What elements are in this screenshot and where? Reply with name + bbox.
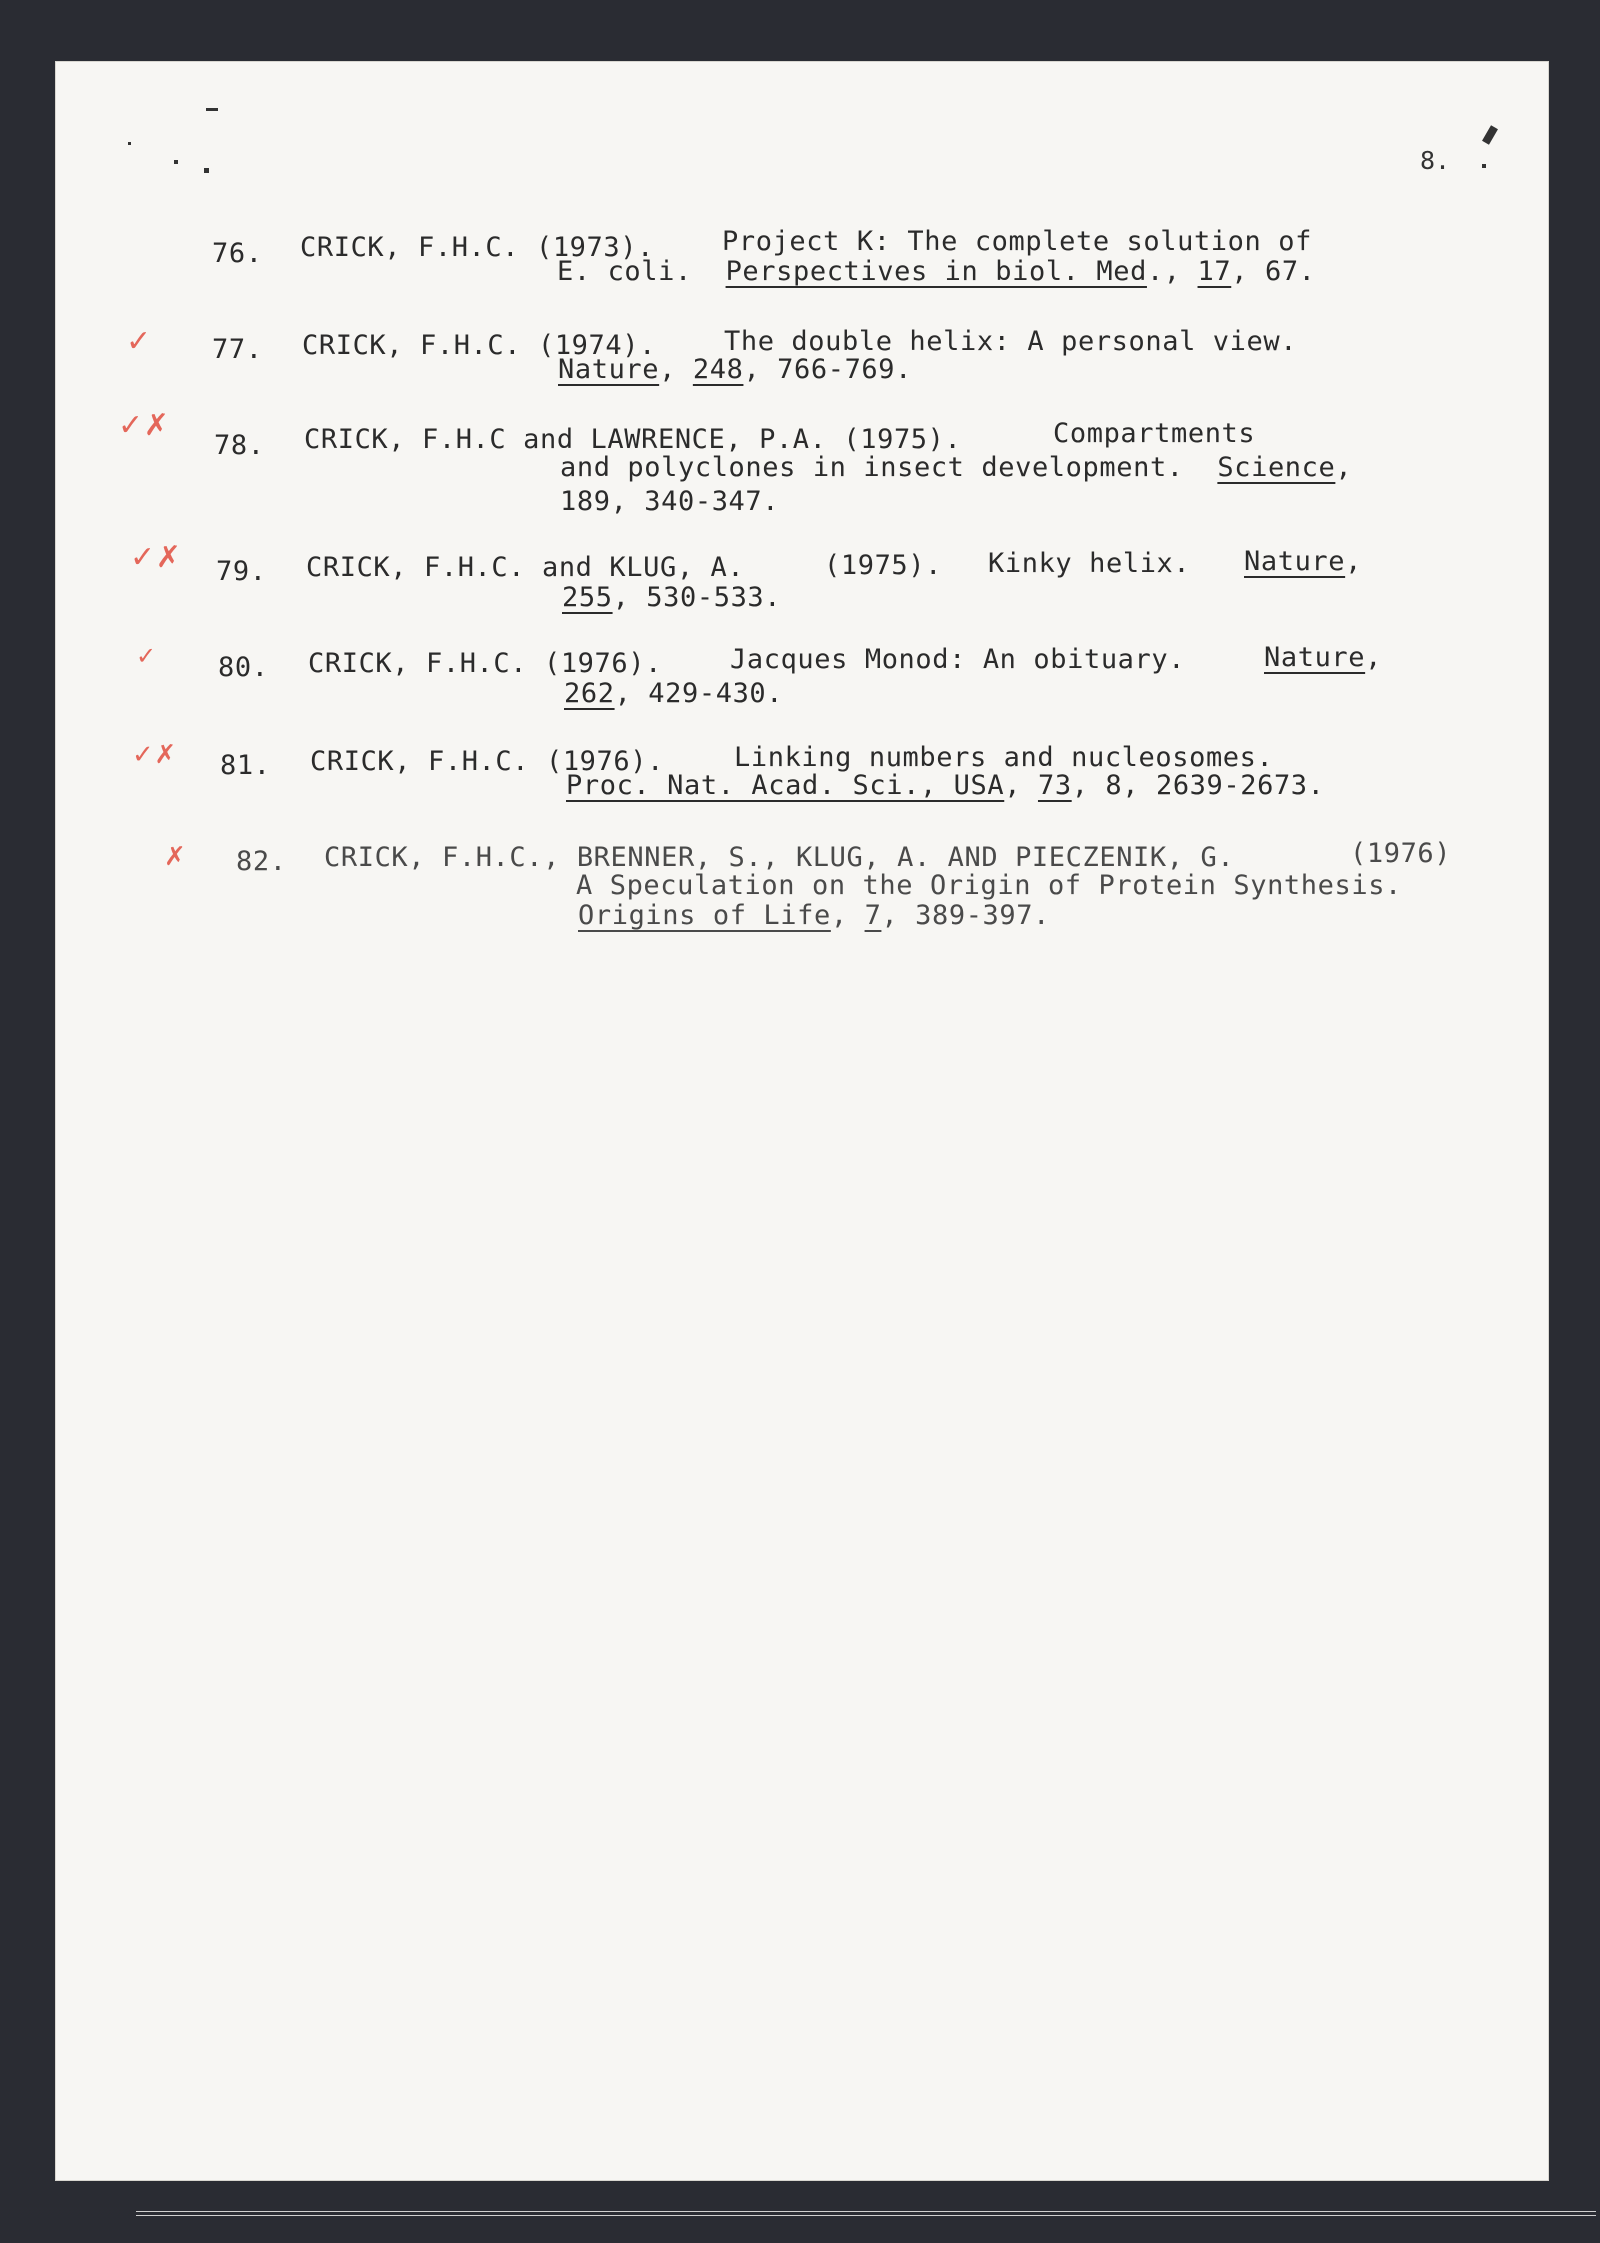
ref-journal-line	[1264, 642, 1382, 673]
ref-number: 82.	[236, 846, 287, 877]
ref-journal-line	[1244, 546, 1362, 577]
ref-punct: ,	[830, 900, 865, 931]
ref-authors: CRICK, F.H.C. (1974).	[302, 330, 656, 361]
check-cross-annotation: ✓✗	[118, 408, 170, 443]
ref-punct: ,	[659, 354, 693, 385]
check-cross-annotation: ✓✗	[130, 540, 182, 575]
ref-title: Kinky helix.	[988, 548, 1191, 579]
ref-number: 77.	[212, 334, 263, 365]
check-cross-annotation: ✓✗	[132, 740, 177, 770]
ink-speck	[1482, 164, 1486, 168]
ref-title: Linking numbers and nucleosomes.	[734, 742, 1274, 773]
ref-year: (1975).	[824, 550, 942, 581]
ref-volume: 248	[692, 354, 744, 385]
ref-punct: ,	[1365, 642, 1382, 673]
ref-pages: , 389-397.	[881, 900, 1050, 931]
ref-punct: ,	[1004, 770, 1038, 801]
ref-number: 79.	[216, 556, 267, 587]
ref-title: The double helix: A personal view.	[724, 326, 1298, 357]
ref-authors: CRICK, F.H.C. (1973).	[300, 232, 654, 263]
ref-line3	[578, 900, 1050, 931]
ref-authors: CRICK, F.H.C. (1976).	[310, 746, 664, 777]
ref-title: Compartments	[1053, 418, 1256, 449]
ref-title: A Speculation on the Origin of Protein Synthesis.	[576, 870, 1402, 901]
ref-line2	[562, 582, 781, 613]
ref-pages: , 766-769.	[743, 354, 912, 385]
ref-volume: 255	[562, 582, 613, 613]
ref-journal: Nature	[1244, 546, 1346, 577]
ref-volume: 17	[1197, 256, 1232, 287]
ref-year: (1976)	[1350, 838, 1452, 869]
ref-line2	[557, 256, 1316, 287]
ref-title: Project K: The complete solution of	[722, 226, 1312, 257]
ref-pages: , 67.	[1231, 256, 1316, 287]
page-number: 8.	[1420, 146, 1451, 175]
ref-organism: E. coli.	[557, 256, 692, 287]
ref-title-cont: and polyclones in insect development.	[560, 452, 1184, 483]
checkmark-annotation: ✓	[136, 642, 157, 670]
ref-volume: 73	[1037, 770, 1072, 801]
ref-pages: , 429-430.	[614, 678, 784, 709]
ref-number: 81.	[220, 750, 271, 781]
ref-number: 78.	[214, 430, 265, 461]
ref-punct: ,	[1345, 546, 1362, 577]
ref-journal: Nature	[1264, 642, 1366, 673]
ref-number: 80.	[218, 652, 269, 683]
ref-volume: 262	[564, 678, 615, 709]
ref-journal: Proc. Nat. Acad. Sci., USA	[566, 770, 1005, 801]
ref-line2	[560, 452, 1352, 483]
ink-speck	[206, 108, 218, 111]
ref-title: Jacques Monod: An obituary.	[730, 644, 1186, 675]
ref-line2	[558, 354, 912, 385]
ref-journal: Nature	[558, 354, 660, 385]
ref-authors: CRICK, F.H.C. (1976).	[308, 648, 662, 679]
ink-speck	[204, 168, 209, 173]
ref-line2	[564, 678, 783, 709]
ink-speck	[128, 142, 131, 145]
page-bottom-edge	[136, 2211, 1596, 2216]
ink-speck	[174, 160, 178, 164]
cross-annotation: ✗	[164, 842, 187, 872]
ref-journal: Origins of Life	[578, 900, 831, 931]
ref-journal: Perspectives in biol. Med	[725, 256, 1147, 287]
ink-speck	[1482, 125, 1498, 145]
ref-authors: CRICK, F.H.C and LAWRENCE, P.A. (1975).	[304, 424, 962, 455]
ref-authors: CRICK, F.H.C., BRENNER, S., KLUG, A. AND PIECZENIK, G.	[324, 842, 1235, 873]
ref-punct: .,	[1146, 256, 1198, 287]
ref-line2	[566, 770, 1325, 801]
ref-punct: ,	[1335, 452, 1353, 483]
ref-authors: CRICK, F.H.C. and KLUG, A.	[306, 552, 745, 583]
checkmark-annotation: ✓	[126, 324, 152, 359]
ref-pages: , 530-533.	[612, 582, 782, 613]
ref-journal: Science	[1217, 452, 1336, 483]
ref-line3: 189, 340-347.	[560, 486, 780, 517]
ref-pages: , 8, 2639-2673.	[1071, 770, 1325, 801]
ref-number: 76.	[212, 238, 263, 269]
ref-volume: 7	[864, 900, 882, 931]
document-page	[56, 62, 1548, 2180]
